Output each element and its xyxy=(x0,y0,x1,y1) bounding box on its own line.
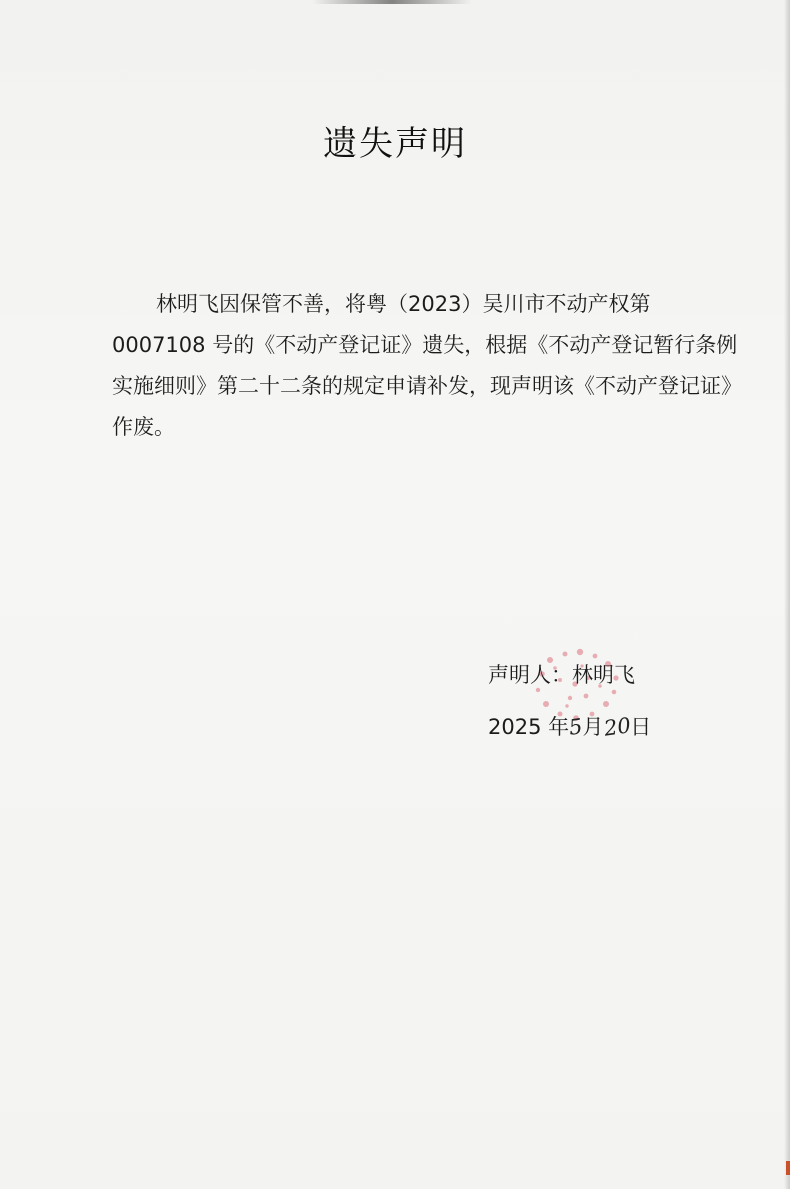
date-month-handwritten: 5 xyxy=(567,714,585,740)
date-day-unit: 日 xyxy=(630,715,652,739)
body-line-1: 林明飞因保管不善，将粤（2023）吴川市不动产权第 xyxy=(156,292,651,316)
body-line-2: 0007108 号的《不动产登记证》遗失，根据《不动产登记暂行条例 xyxy=(112,333,738,357)
date-year: 2025 年 xyxy=(488,715,570,739)
statement-body xyxy=(112,284,742,448)
date-month-unit: 月 xyxy=(582,715,604,739)
date-day-handwritten: 20 xyxy=(601,713,632,741)
statement-date xyxy=(488,711,651,741)
scan-shadow xyxy=(312,0,472,4)
body-line-3: 实施细则》第二十二条的规定申请补发，现声明该《不动产登记证》 xyxy=(112,374,742,398)
corner-mark xyxy=(786,1161,790,1175)
declarant-signature: 声明人：林明飞 xyxy=(488,663,635,687)
document-title: 遗失声明 xyxy=(323,124,467,164)
page-edge xyxy=(784,0,790,1189)
body-line-4: 作废。 xyxy=(112,415,175,439)
